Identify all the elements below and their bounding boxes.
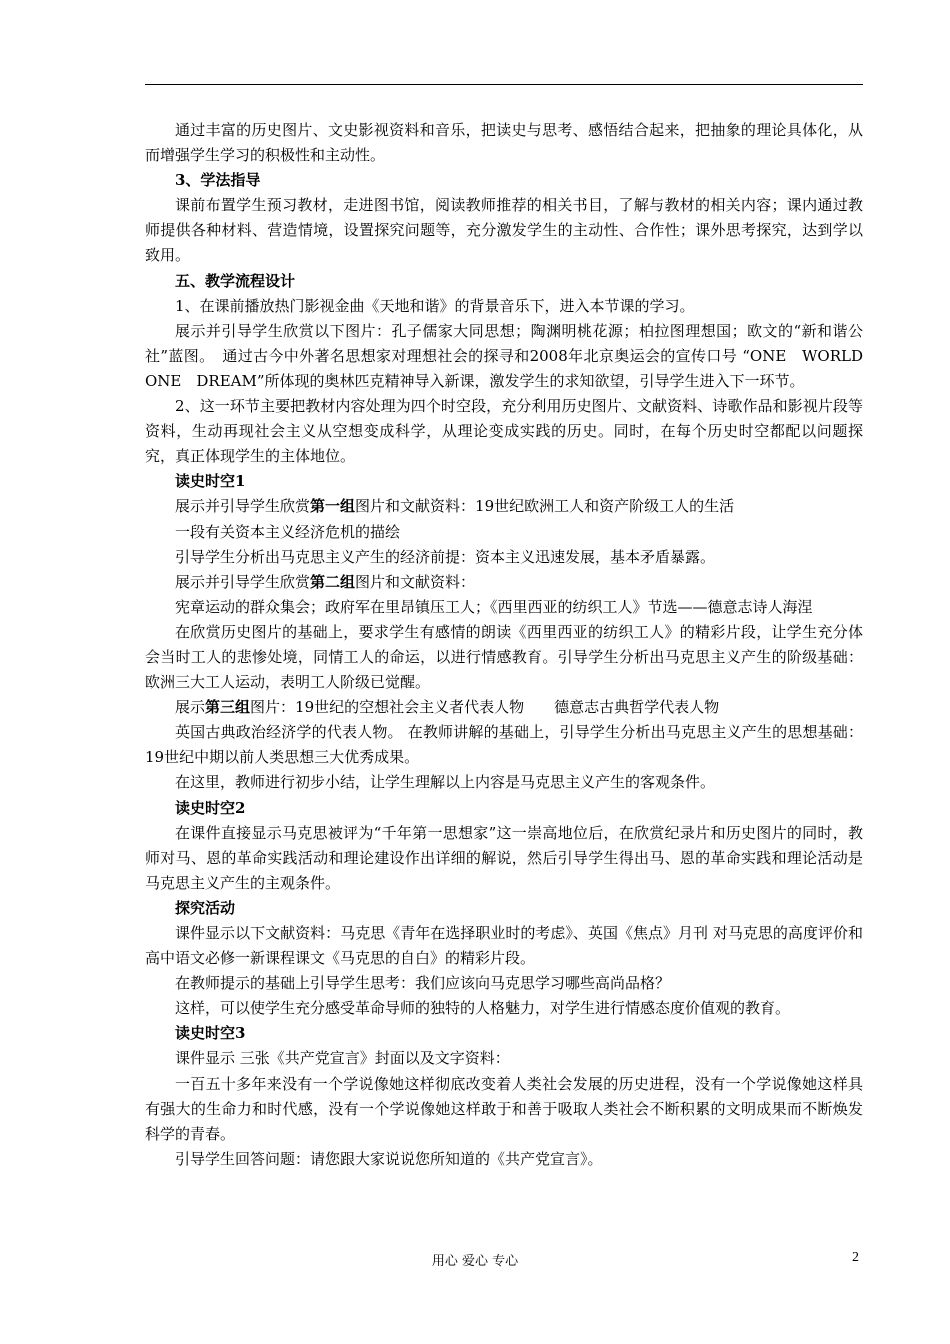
body-paragraph: 1、在课前播放热门影视金曲《天地和谐》的背景音乐下，进入本节课的学习。 [175,296,695,315]
section-heading: 五、教学流程设计 [175,271,296,290]
paragraph-text: 展示并引导学生欣赏 [175,572,311,591]
body-paragraph: 宪章运动的群众集会；政府军在里昂镇压工人；《西里西亚的纺织工人》节选——德意志诗人海涅 [175,597,813,616]
paragraph-text: 图片和文献资料：19世纪欧洲工人和资产阶级工人的生活 [355,497,735,516]
paragraph-text: 图片和文献资料： [355,572,476,591]
body-paragraph: 这样，可以使学生充分感受革命导师的独特的人格魅力，对学生进行情感态度价值观的教育。 [175,999,791,1018]
body-paragraph: 展示并引导学生欣赏以下图片：孔子儒家大同思想；陶渊明桃花源；柏拉图理想国；欧文的“新和谐公社”蓝图。 通过古今中外著名思想家对理想社会的探寻和2008年北京奥运会的宣传口号 “ONE WORLD ONE DREAM”所体现的奥林匹克精神导入新课，激发学生的求知欲望，引导学生进入下一环节。 [145,321,879,390]
paragraph-text: 图片：19世纪的空想社会主义者代表人物 德意志古典哲学代表人物 [250,698,720,717]
body-paragraph: 一段有关资本主义经济危机的描绘 [175,522,401,541]
body-paragraph [145,695,863,720]
body-paragraph: 在欣赏历史图片的基础上，要求学生有感情的朗读《西里西亚的纺织工人》的精彩片段，让学生充分体会当时工人的悲惨处境，同情工人的命运，以进行情感教育。引导学生分析出马克思主义产生的阶级基础：欧洲三大工人运动，表明工人阶级已觉醒。 [145,622,863,692]
section-heading: 3、学法指导 [175,171,261,190]
emphasis-text: 第三组 [205,698,251,717]
body-paragraph: 引导学生分析出马克思主义产生的经济前提：资本主义迅速发展，基本矛盾暴露。 [175,547,716,566]
body-paragraph: 课前布置学生预习教材，走进图书馆，阅读教师推荐的相关书目，了解与教材的相关内容；课内通过教师提供各种材料、营造情境，设置探究问题等，充分激发学生的主动性、合作性；课外思考探究，达到学以致用。 [145,196,863,265]
body-paragraph [145,570,863,595]
page-number: 2 [852,1250,859,1265]
body-paragraph: 课件显示 三张《共产党宣言》封面以及文字资料： [175,1049,510,1068]
section-heading: 读史时空1 [175,472,246,491]
body-paragraph: 引导学生回答问题：请您跟大家说说您所知道的《共产党宣言》。 [175,1149,603,1168]
paragraph-text: 展示并引导学生欣赏 [175,497,311,516]
page-footer: 用心 爱心 专心 [431,1254,519,1269]
section-heading: 读史时空2 [175,798,246,817]
emphasis-text: 第二组 [310,572,356,591]
body-paragraph [145,494,863,519]
body-paragraph: 在教师提示的基础上引导学生思考：我们应该向马克思学习哪些高尚品格？ [175,974,671,993]
document-body [145,118,879,1172]
section-heading: 读史时空3 [175,1024,246,1043]
body-paragraph: 通过丰富的历史图片、文史影视资料和音乐，把读史与思考、感悟结合起来，把抽象的理论具体化，从而增强学生学习的积极性和主动性。 [145,121,863,165]
body-paragraph: 课件显示以下文献资料：马克思《青年在选择职业时的考虑》、英国《焦点》月刊 对马克思的高度评价和高中语文必修一新课程课文《马克思的自白》的精彩片段。 [145,924,863,968]
section-heading: 探究活动 [175,898,236,917]
emphasis-text: 第一组 [310,497,356,516]
body-paragraph: 英国古典政治经济学的代表人物。 在教师讲解的基础上，引导学生分析出马克思主义产生的思想基础：19世纪中期以前人类思想三大优秀成果。 [145,723,863,767]
body-paragraph: 在这里，教师进行初步小结，让学生理解以上内容是马克思主义产生的客观条件。 [175,773,716,792]
body-paragraph: 一百五十多年来没有一个学说像她这样彻底改变着人类社会发展的历史进程，没有一个学说像她这样具有强大的生命力和时代感，没有一个学说像她这样敢于和善于吸取人类社会不断积累的文明成果而不断焕发科学的青春。 [145,1074,863,1143]
body-paragraph: 在课件直接显示马克思被评为“千年第一思想家”这一崇高地位后，在欣赏纪录片和历史图片的同时，教师对马、恩的革命实践活动和理论建设作出详细的解说，然后引导学生得出马、恩的革命实践和理论活动是马克思主义产生的主观条件。 [145,823,863,892]
paragraph-text: 展示 [175,698,206,717]
header-rule [145,84,863,85]
body-paragraph: 2、这一环节主要把教材内容处理为四个时空段，充分利用历史图片、文献资料、诗歌作品和影视片段等资料，生动再现社会主义从空想变成科学，从理论变成实践的历史。同时，在每个历史时空都配以问题探究，真正体现学生的主体地位。 [145,397,863,466]
